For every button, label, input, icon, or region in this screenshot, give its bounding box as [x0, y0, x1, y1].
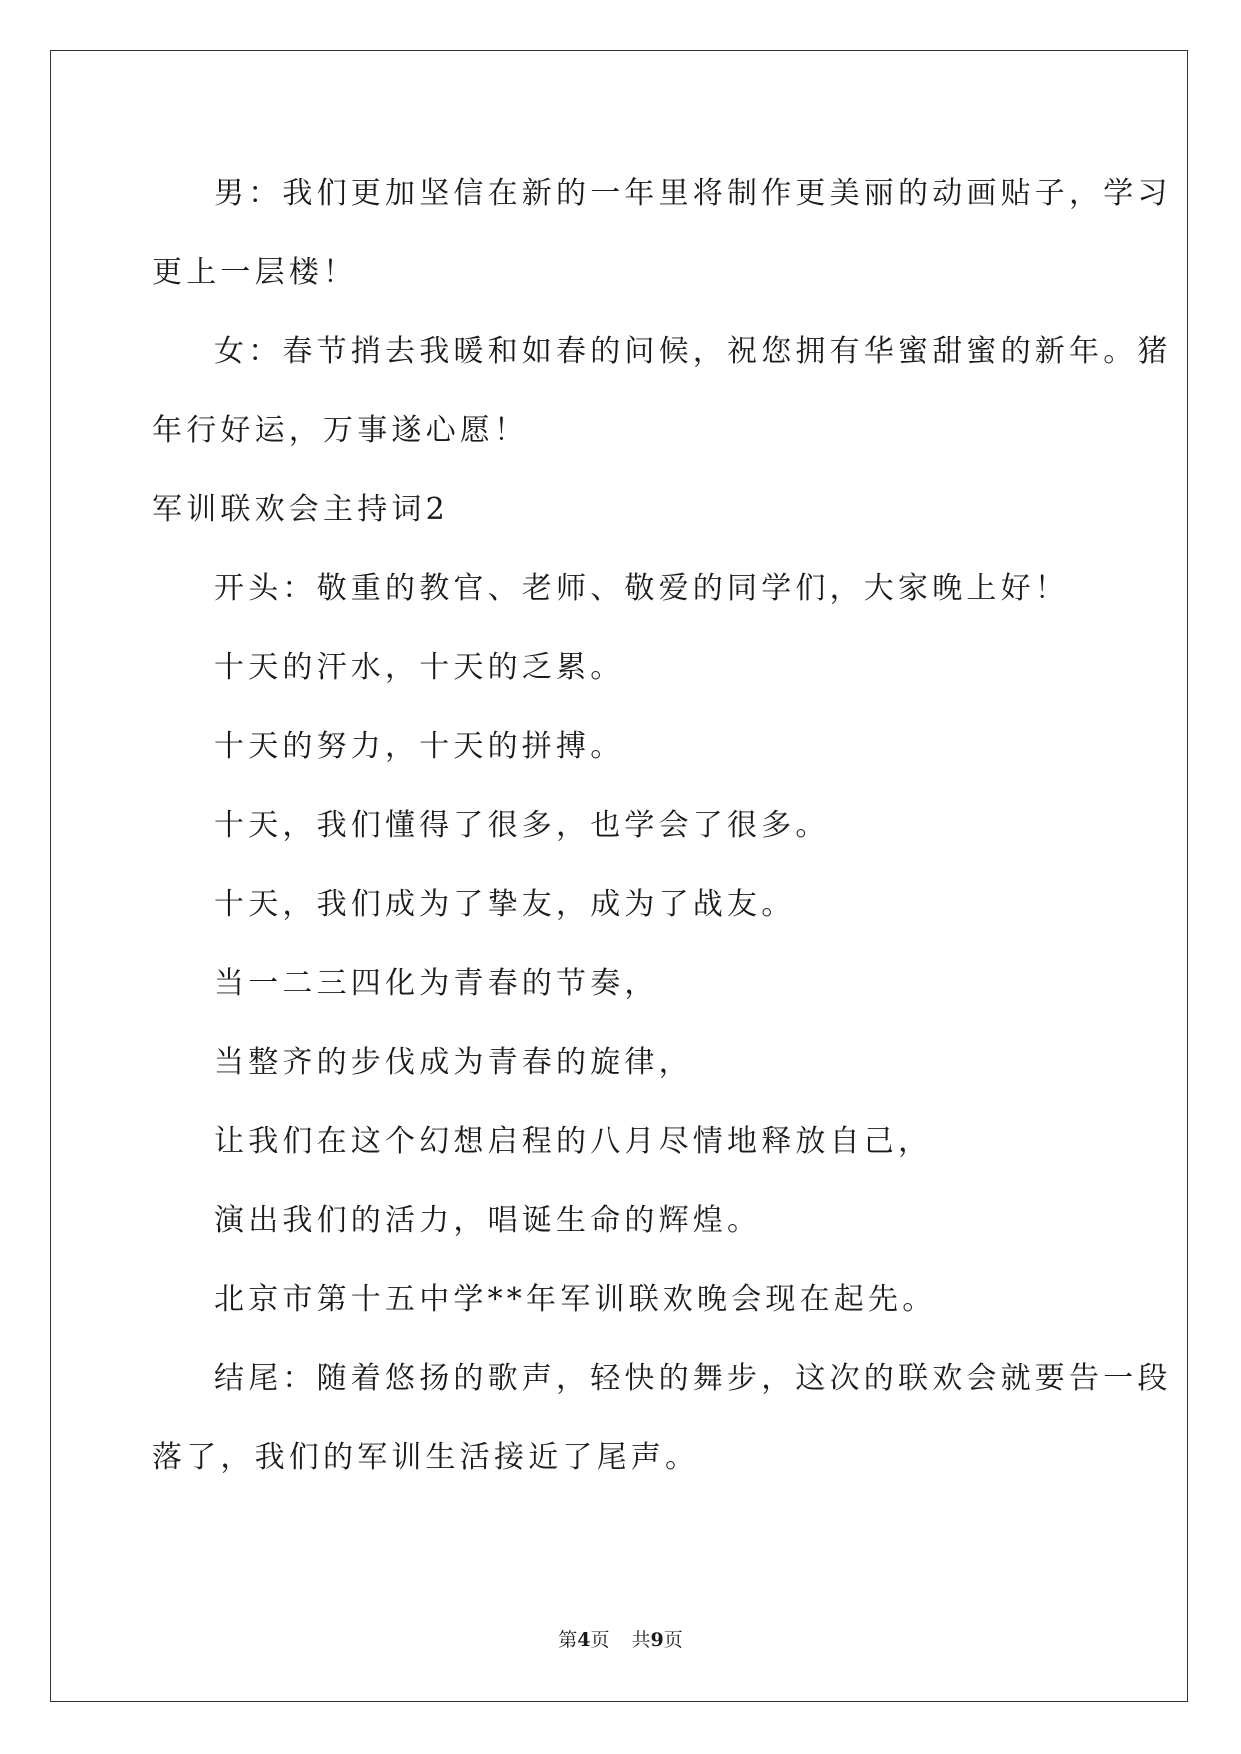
paragraph-line: 十天，我们懂得了很多，也学会了很多。	[214, 808, 830, 843]
total-pages-number: 9	[650, 1629, 664, 1651]
paragraph-line: 北京市第十五中学**年军训联欢晚会现在起先。	[214, 1282, 937, 1317]
paragraph-line: 结尾：随着悠扬的歌声，轻快的舞步，这次的联欢会就要告一段	[214, 1361, 1172, 1396]
footer-total-prefix: 共	[631, 1629, 651, 1651]
paragraph-line: 落了，我们的军训生活接近了尾声。	[152, 1440, 700, 1475]
paragraph-line: 十天的努力，十天的拼搏。	[214, 729, 625, 764]
paragraph-line: 让我们在这个幻想启程的八月尽情地释放自己，	[214, 1124, 933, 1159]
footer-page-unit: 页	[590, 1629, 610, 1651]
paragraph-line: 演出我们的活力，唱诞生命的辉煌。	[214, 1203, 762, 1238]
paragraph-line: 十天的汗水，十天的乏累。	[214, 650, 625, 685]
page-footer	[0, 1628, 1241, 1652]
current-page-number: 4	[577, 1629, 591, 1651]
paragraph-line: 当一二三四化为青春的节奏，	[214, 966, 659, 1001]
paragraph-line: 男：我们更加坚信在新的一年里将制作更美丽的动画贴子，学习	[214, 176, 1172, 211]
paragraph-line: 当整齐的步伐成为青春的旋律，	[214, 1045, 693, 1080]
section-heading: 军训联欢会主持词2	[152, 492, 449, 527]
paragraph-line: 更上一层楼！	[152, 255, 358, 290]
paragraph-line: 年行好运，万事遂心愿！	[152, 413, 529, 448]
paragraph-line: 十天，我们成为了挚友，成为了战友。	[214, 887, 796, 922]
paragraph-line: 女：春节捎去我暖和如春的问候，祝您拥有华蜜甜蜜的新年。猪	[214, 334, 1172, 369]
footer-prefix: 第	[558, 1629, 578, 1651]
footer-total-unit: 页	[663, 1629, 683, 1651]
paragraph-line: 开头：敬重的教官、老师、敬爱的同学们，大家晚上好！	[214, 571, 1069, 606]
